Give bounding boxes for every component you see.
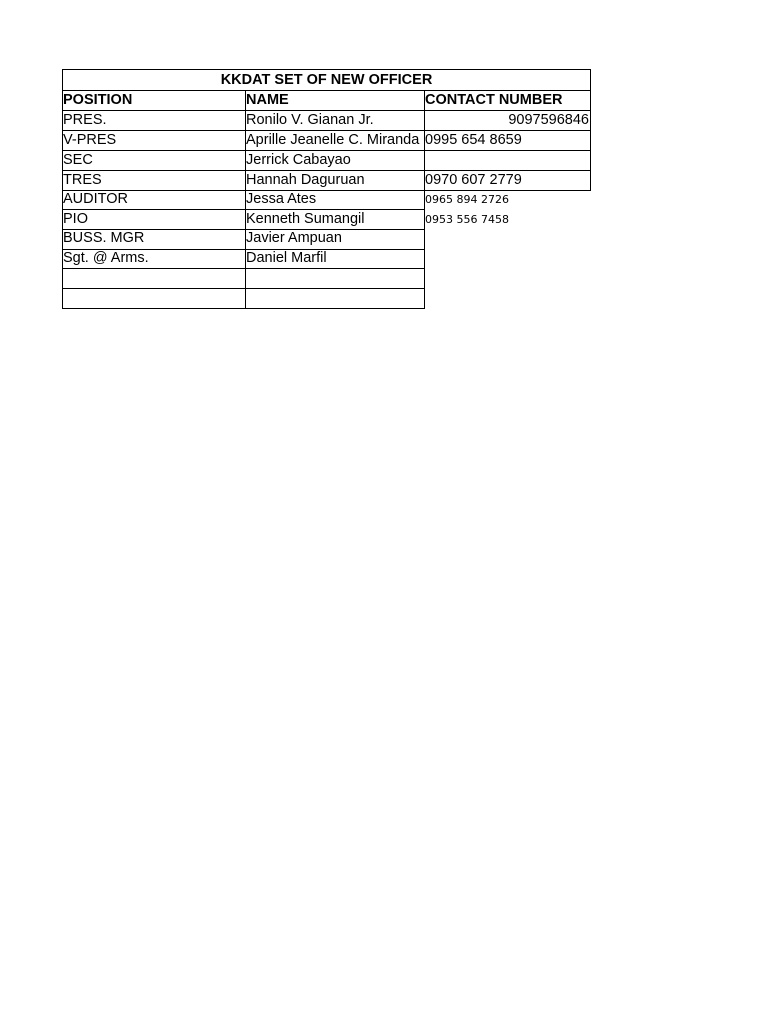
name-cell: Hannah Daguruan bbox=[246, 172, 365, 188]
table-row bbox=[62, 269, 591, 288]
position-cell: AUDITOR bbox=[63, 191, 128, 207]
contact-cell: 0995 654 8659 bbox=[425, 132, 522, 148]
name-cell: Daniel Marfil bbox=[246, 250, 327, 266]
position-cell: V-PRES bbox=[63, 132, 117, 148]
table-row bbox=[62, 151, 591, 170]
name-cell bbox=[245, 269, 424, 288]
table-row bbox=[62, 229, 591, 248]
contact-cell bbox=[424, 289, 591, 308]
table-row bbox=[62, 131, 591, 150]
position-cell bbox=[62, 289, 245, 308]
header-contact: CONTACT NUMBER bbox=[425, 92, 563, 108]
name-cell: Jessa Ates bbox=[246, 191, 317, 207]
contact-cell bbox=[424, 151, 591, 170]
name-cell: Aprille Jeanelle C. Miranda bbox=[246, 132, 420, 148]
name-cell: Ronilo V. Gianan Jr. bbox=[246, 112, 374, 128]
table-row bbox=[62, 171, 591, 190]
header-position: POSITION bbox=[63, 92, 133, 108]
table-row bbox=[62, 289, 591, 308]
contact-cell: 0970 607 2779 bbox=[425, 172, 522, 188]
name-cell: Jerrick Cabayao bbox=[246, 152, 351, 168]
table-row bbox=[62, 111, 591, 130]
position-cell bbox=[62, 269, 245, 288]
grid-line bbox=[62, 308, 425, 309]
name-cell bbox=[245, 289, 424, 308]
position-cell: PRES. bbox=[63, 112, 107, 128]
position-cell: BUSS. MGR bbox=[63, 230, 145, 246]
table-row bbox=[62, 190, 591, 209]
position-cell: PIO bbox=[63, 211, 88, 227]
table-row bbox=[62, 210, 591, 229]
header-row bbox=[62, 91, 591, 110]
contact-cell: 0965 894 2726 bbox=[425, 193, 509, 206]
header-name: NAME bbox=[246, 92, 289, 108]
contact-cell bbox=[424, 249, 591, 268]
contact-cell: 0953 556 7458 bbox=[425, 213, 509, 226]
name-cell: Kenneth Sumangil bbox=[246, 211, 365, 227]
officer-table bbox=[62, 69, 591, 309]
contact-cell: 9097596846 bbox=[508, 112, 589, 128]
table-title: KKDAT SET OF NEW OFFICER bbox=[62, 69, 591, 91]
contact-cell bbox=[424, 269, 591, 288]
position-cell: Sgt. @ Arms. bbox=[63, 250, 149, 266]
position-cell: SEC bbox=[63, 152, 93, 168]
table-row bbox=[62, 249, 591, 268]
position-cell: TRES bbox=[63, 172, 102, 188]
contact-cell bbox=[424, 229, 591, 248]
name-cell: Javier Ampuan bbox=[246, 230, 342, 246]
